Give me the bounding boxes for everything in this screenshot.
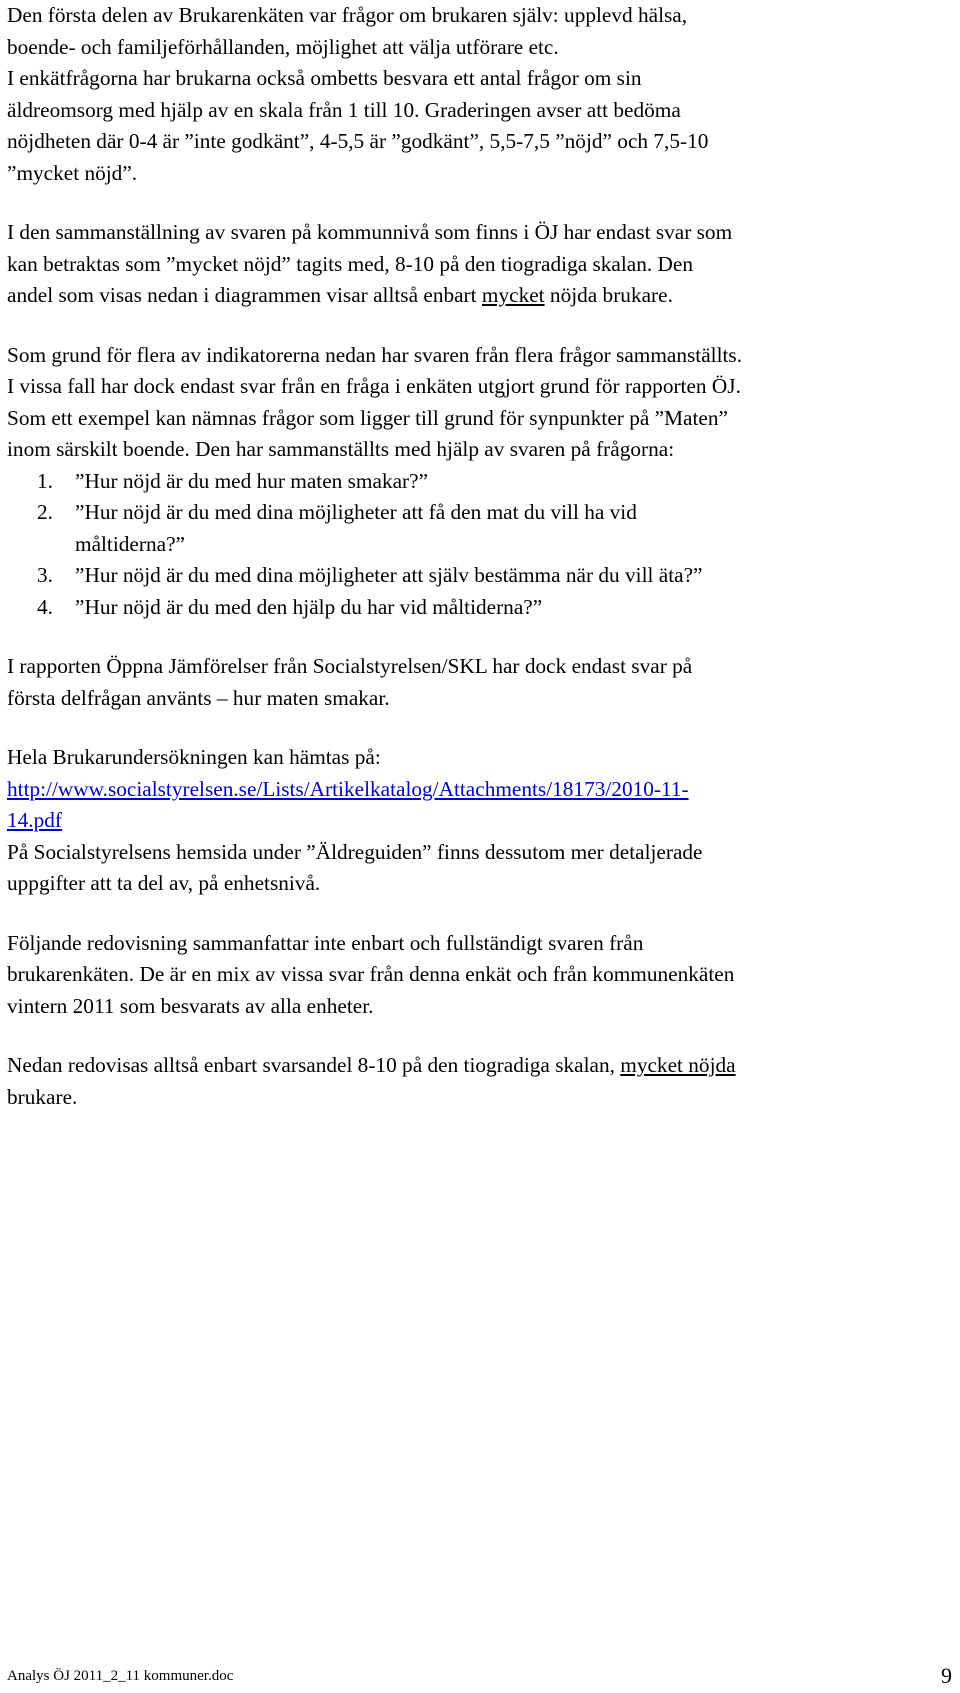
text-line: I vissa fall har dock endast svar från en fråga i enkäten utgjort grund för rapporten ÖJ. (7, 374, 741, 398)
text-line (7, 280, 952, 312)
text-span: andel som visas nedan i diagrammen visar alltså enbart (7, 283, 482, 307)
text-span: nöjda brukare. (544, 283, 673, 307)
text-line: I rapporten Öppna Jämförelser från Socialstyrelsen/SKL har dock endast svar på (7, 654, 693, 678)
text-line: äldreomsorg med hjälp av en skala från 1 till 10. Graderingen avser att bedöma (7, 97, 681, 122)
report-link-continuation[interactable]: 14.pdf (7, 808, 63, 832)
list-text: ”Hur nöjd är du med dina möjligheter att själv bestämma när du vill äta?” (75, 563, 703, 587)
underlined-text: mycket (481, 283, 545, 307)
document-page (7, 0, 952, 1113)
text-line: Som grund för flera av indikatorerna nedan har svaren från flera frågor sammanställts. (7, 342, 743, 367)
link-line (7, 805, 952, 837)
question-list (7, 466, 952, 624)
list-item (7, 497, 952, 529)
list-item-continuation: måltiderna?” (75, 531, 185, 556)
paragraph-brukarenkat-intro (7, 0, 952, 189)
text-line: vintern 2011 som besvarats av alla enheter. (7, 993, 374, 1018)
text-span: Nedan redovisas alltså enbart svarsandel 8-10 på den tiogradiga skalan, (7, 1053, 621, 1077)
text-line: kan betraktas som ”mycket nöjd” tagits med, 8-10 på den tiogradiga skalan. Den (7, 251, 694, 276)
text-line: nöjdheten där 0-4 är ”inte godkänt”, 4-5,5 är ”godkänt”, 5,5-7,5 ”nöjd” och 7,5-10 (7, 129, 709, 153)
text-line: Hela Brukarundersökningen kan hämtas på: (7, 745, 381, 769)
report-link[interactable]: http://www.socialstyrelsen.se/Lists/Artikelkatalog/Attachments/18173/2010-11- (7, 776, 689, 801)
text-line: Som ett exempel kan nämnas frågor som ligger till grund för synpunkter på ”Maten” (7, 405, 728, 430)
link-line (7, 774, 952, 806)
text-line (7, 1050, 952, 1082)
text-line: Den första delen av Brukarenkäten var frågor om brukaren själv: upplevd hälsa, (7, 3, 688, 27)
text-line: första delfrågan använts – hur maten smakar. (7, 685, 390, 710)
list-number: 3. (37, 563, 53, 587)
paragraph-hamtas (7, 742, 952, 900)
text-line: Följande redovisning sammanfattar inte enbart och fullständigt svaren från (7, 930, 644, 955)
paragraph-redovisning (7, 928, 952, 1023)
list-text: ”Hur nöjd är du med hur maten smakar?” (75, 468, 429, 493)
list-item (7, 560, 952, 592)
list-number: 1. (37, 468, 53, 493)
footer-filename: Analys ÖJ 2011_2_11 kommuner.doc (7, 1668, 234, 1684)
list-number: 4. (37, 594, 53, 619)
paragraph-kommunniva (7, 217, 952, 312)
list-item (7, 592, 952, 624)
paragraph-indikatorer (7, 340, 952, 466)
text-line: brukare. (7, 1084, 78, 1109)
text-line: I enkätfrågorna har brukarna också ombetts besvara ett antal frågor om sin (7, 66, 642, 90)
list-text: ”Hur nöjd är du med den hjälp du har vid måltiderna?” (75, 594, 543, 619)
paragraph-oppna-jamforelser (7, 651, 952, 714)
text-line: boende- och familjeförhållanden, möjlighet att välja utförare etc. (7, 34, 559, 59)
list-item (7, 466, 952, 498)
text-line: I den sammanställning av svaren på kommunnivå som finns i ÖJ har endast svar som (7, 220, 733, 244)
text-line: uppgifter att ta del av, på enhetsnivå. (7, 871, 321, 895)
text-line: På Socialstyrelsens hemsida under ”Äldreguiden” finns dessutom mer detaljerade (7, 839, 703, 864)
underlined-text: mycket nöjda (620, 1053, 736, 1077)
paragraph-svarsandel (7, 1050, 952, 1113)
text-line: ”mycket nöjd”. (7, 160, 138, 185)
list-text: ”Hur nöjd är du med dina möjligheter att få den mat du vill ha vid (75, 500, 637, 524)
text-line: brukarenkäten. De är en mix av vissa svar från denna enkät och från kommunenkäten (7, 962, 735, 986)
text-line: inom särskilt boende. Den har sammanställts med hjälp av svaren på frågorna: (7, 437, 675, 461)
list-number: 2. (37, 500, 53, 524)
page-number: 9 (941, 1663, 952, 1688)
